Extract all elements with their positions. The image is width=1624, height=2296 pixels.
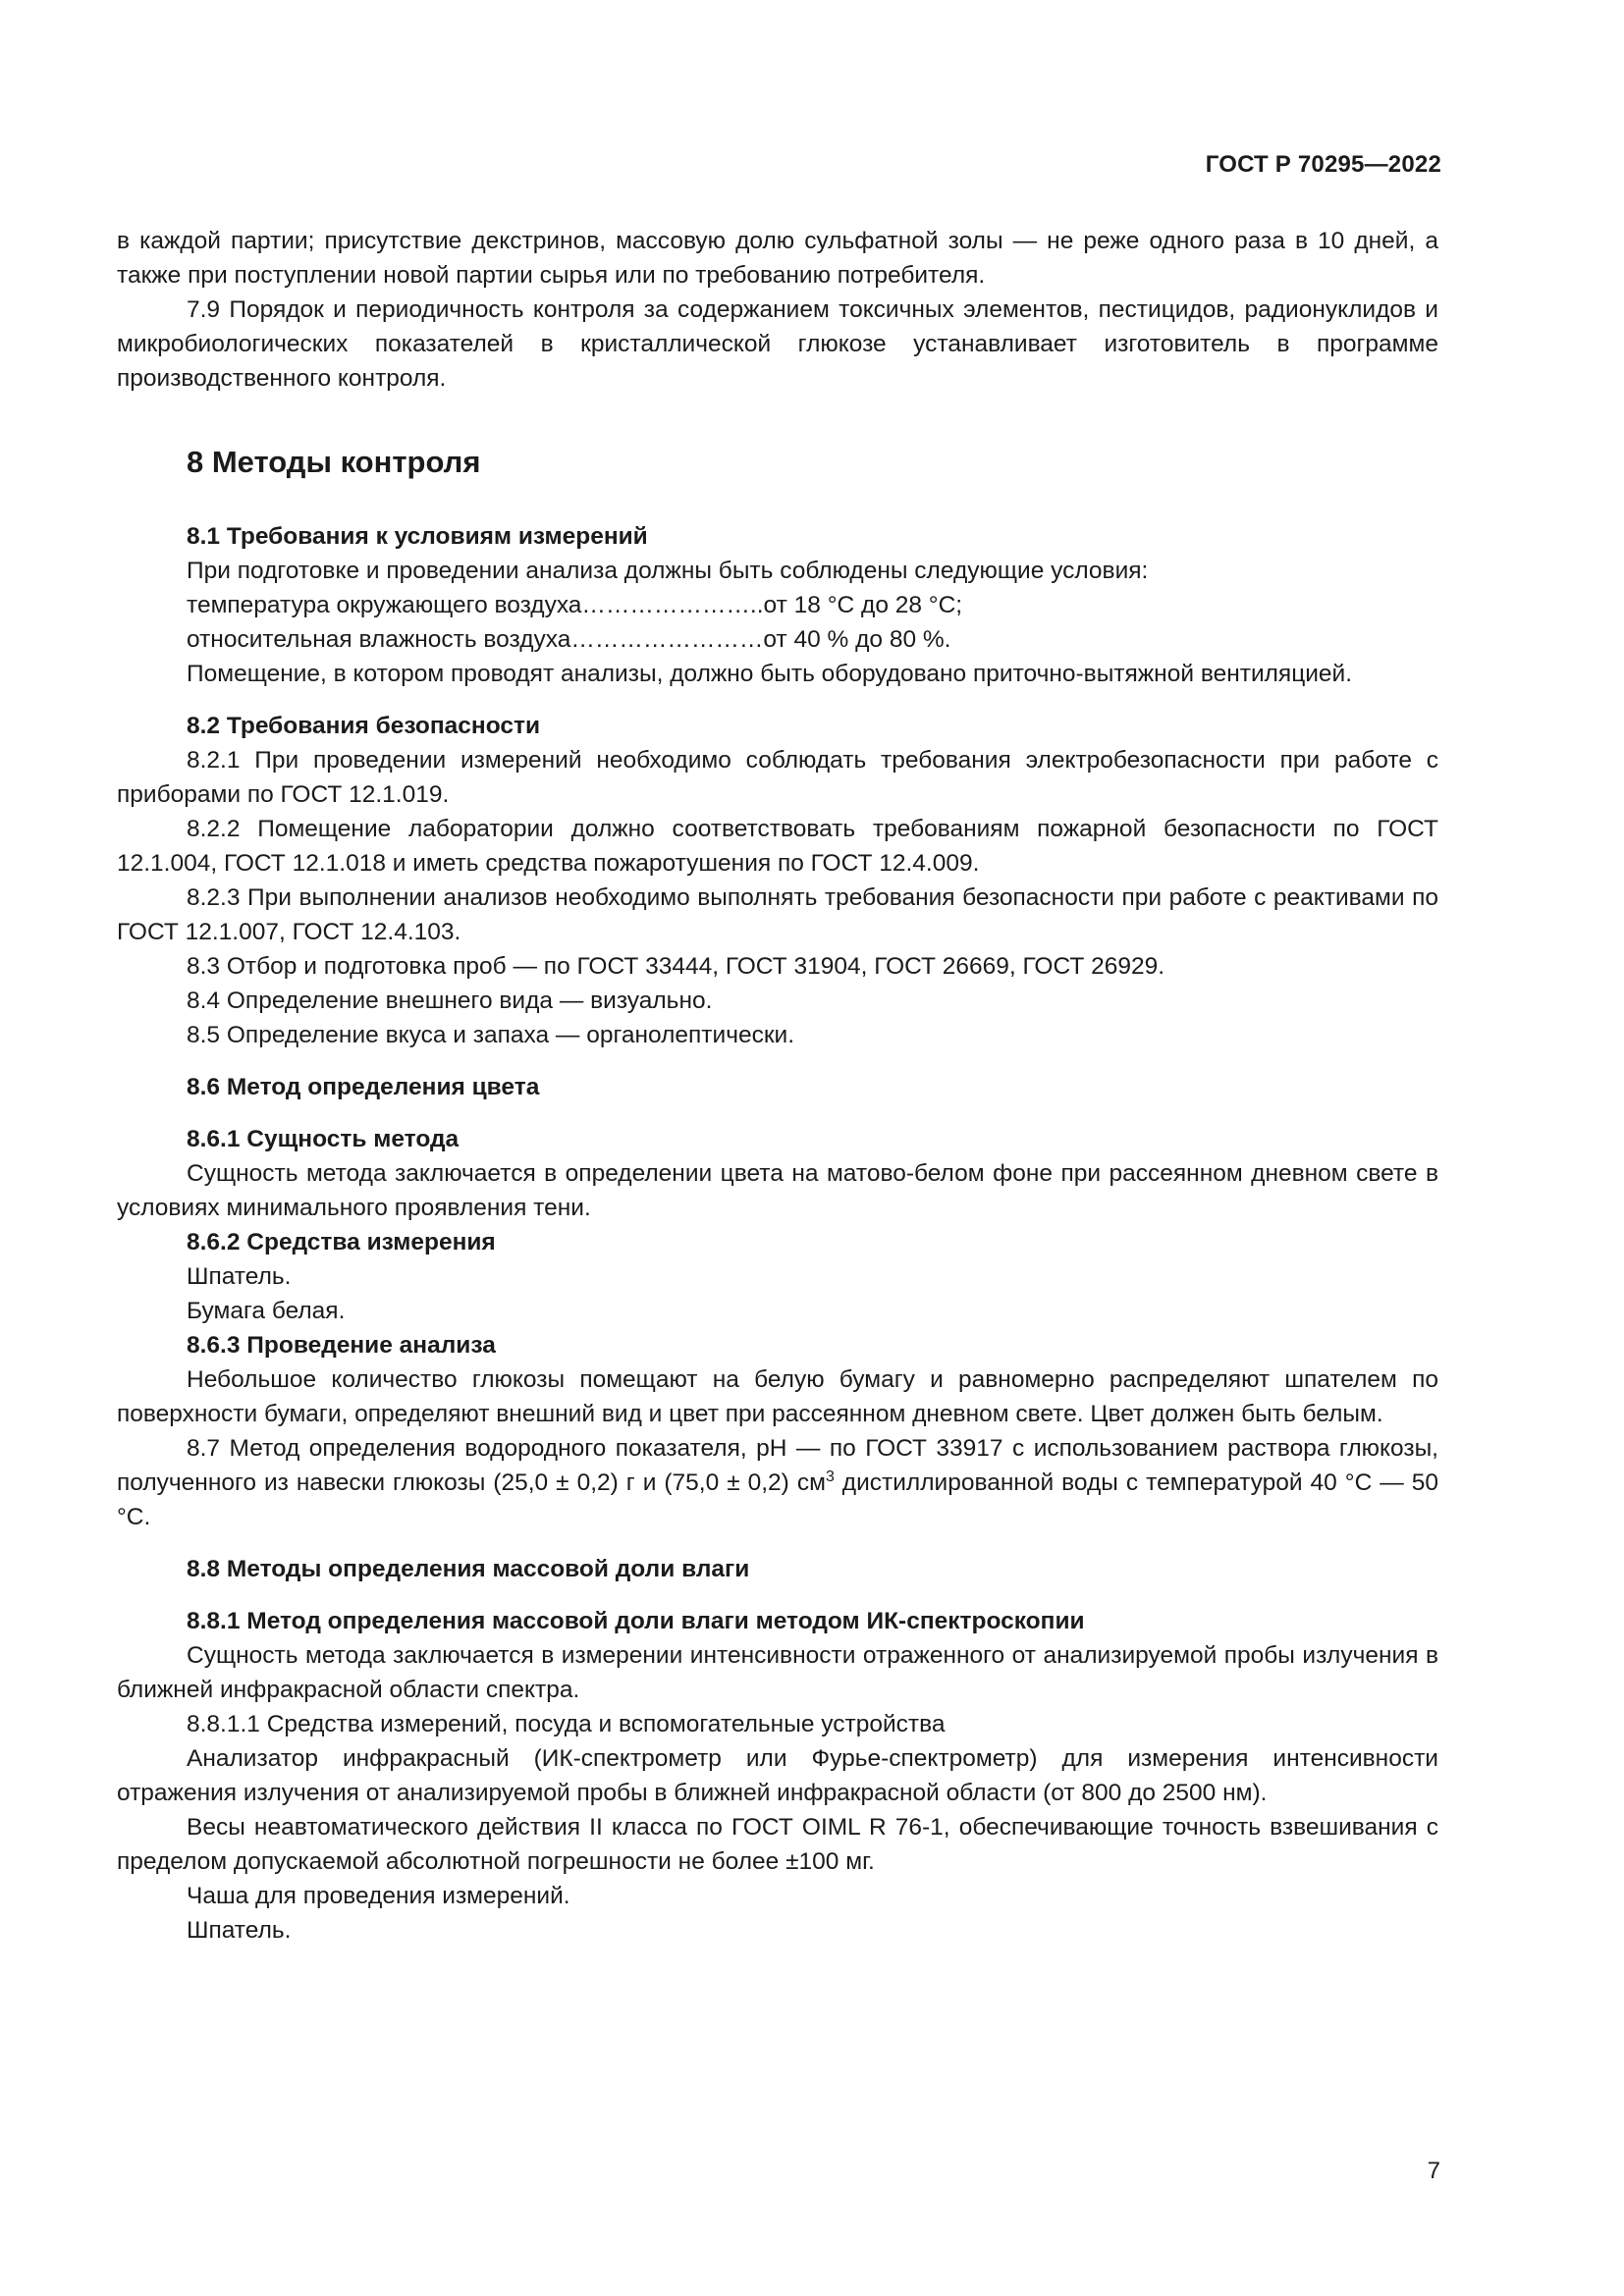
paragraph-8-7-superscript: 3 [825, 1468, 835, 1485]
paragraph-8-2-1: 8.2.1 При проведении измерений необходимо соблюдать требования электробезопасности при работе с приборами по ГОСТ 12.1.019. [117, 747, 1438, 808]
section-8-1-heading: 8.1 Требования к условиям измерений [187, 523, 648, 550]
document-body [117, 224, 1438, 1948]
section-8-heading: 8 Методы контроля [187, 445, 481, 479]
section-8-6-heading: 8.6 Метод определения цвета [187, 1074, 540, 1100]
paragraph-8-7-part1: 8.7 Метод определения водородного показателя, рН — по ГОСТ 33917 с использованием раствора глюкозы, полученного из навески глюкозы (25,0 ± 0,2) г и (75,0 ± 0,2) см [117, 1435, 1438, 1496]
section-8-2-heading: 8.2 Требования безопасности [187, 713, 541, 739]
paragraph-8-1-room: Помещение, в котором проводят анализы, должно быть оборудовано приточно-вытяжной вентиляцией. [187, 661, 1353, 687]
section-8-8-1-heading: 8.8.1 Метод определения массовой доли влаги методом ИК-спектроскопии [187, 1608, 1085, 1634]
paragraph-8-1-lead: При подготовке и проведении анализа должны быть соблюдены следующие условия: [187, 558, 1149, 584]
paragraph-8-7-part2: дистиллированной воды с температурой 40 °С — 50 °С. [117, 1469, 1439, 1530]
paragraph-8-6-1: Сущность метода заключается в определении цвета на матово-белом фоне при рассеянном дневном свете в условиях минимального проявления тени. [117, 1160, 1438, 1221]
paragraph-8-3: 8.3 Отбор и подготовка проб — по ГОСТ 33444, ГОСТ 31904, ГОСТ 26669, ГОСТ 26929. [187, 953, 1165, 980]
paragraph-8-5: 8.5 Определение вкуса и запаха — органолептически. [187, 1022, 795, 1048]
paragraph-scales: Весы неавтоматического действия II класса по ГОСТ OIML R 76-1, обеспечивающие точность взвешивания с пределом допускаемой абсолютной погрешности не более ±100 мг. [117, 1814, 1438, 1875]
list-item-spatula-2: Шпатель. [187, 1917, 292, 1944]
page-number: 7 [1427, 2158, 1440, 2184]
paragraph-analyzer: Анализатор инфракрасный (ИК-спектрометр или Фурье-спектрометр) для измерения интенсивности отражения излучения от анализируемой пробы в ближней инфракрасной области (от 800 до 2500 нм). [117, 1745, 1438, 1806]
section-8-6-3-heading: 8.6.3 Проведение анализа [187, 1332, 496, 1359]
paragraph-intro-continuation: в каждой партии; присутствие декстринов, массовую долю сульфатной золы — не реже одного раза в 10 дней, а также при поступлении новой партии сырья или по требованию потребителя. [117, 228, 1438, 289]
list-item-bowl: Чаша для проведения измерений. [187, 1883, 570, 1909]
section-8-6-1-heading: 8.6.1 Сущность метода [187, 1126, 460, 1152]
paragraph-8-8-1: Сущность метода заключается в измерении интенсивности отраженного от анализируемой пробы излучения в ближней инфракрасной области спектра. [117, 1642, 1438, 1703]
list-item-white-paper: Бумага белая. [187, 1298, 346, 1324]
document-header-standard-id: ГОСТ Р 70295—2022 [1205, 151, 1441, 178]
paragraph-7-9: 7.9 Порядок и периодичность контроля за содержанием токсичных элементов, пестицидов, радионуклидов и микробиологических показателей в кристаллической глюкозе устанавливает изготовитель в программе производственного контроля. [117, 296, 1438, 392]
condition-humidity: относительная влажность воздуха……………………от 40 % до 80 %. [187, 626, 951, 653]
paragraph-8-7 [117, 1431, 1438, 1534]
section-8-6-2-heading: 8.6.2 Средства измерения [187, 1229, 496, 1255]
paragraph-8-6-3: Небольшое количество глюкозы помещают на белую бумагу и равномерно распределяют шпателем по поверхности бумаги, определяют внешний вид и цвет при рассеянном дневном свете. Цвет должен быть белым. [117, 1366, 1438, 1427]
list-item-spatula: Шпатель. [187, 1263, 292, 1290]
condition-temperature: температура окружающего воздуха…………………..от 18 °С до 28 °С; [187, 592, 963, 618]
paragraph-8-2-2: 8.2.2 Помещение лаборатории должно соответствовать требованиям пожарной безопасности по ГОСТ 12.1.004, ГОСТ 12.1.018 и иметь средства пожаротушения по ГОСТ 12.4.009. [117, 816, 1438, 877]
section-8-8-heading: 8.8 Методы определения массовой доли влаги [187, 1556, 750, 1582]
paragraph-8-4: 8.4 Определение внешнего вида — визуально. [187, 988, 713, 1014]
paragraph-8-8-1-1: 8.8.1.1 Средства измерений, посуда и вспомогательные устройства [187, 1711, 946, 1737]
paragraph-8-2-3: 8.2.3 При выполнении анализов необходимо выполнять требования безопасности при работе с реактивами по ГОСТ 12.1.007, ГОСТ 12.4.103. [117, 884, 1438, 945]
